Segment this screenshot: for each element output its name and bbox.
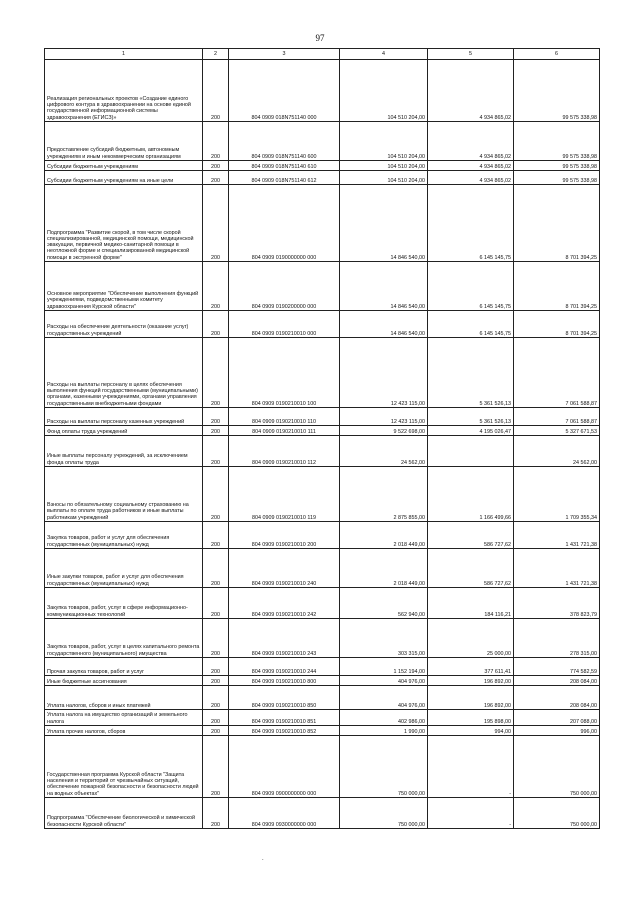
row-line-code: 200: [203, 171, 229, 185]
header-col-1: 1: [45, 49, 203, 60]
row-line-code: 200: [203, 588, 229, 619]
row-line-code: 200: [203, 122, 229, 161]
header-row: [45, 49, 600, 60]
row-name: Расходы на обеспечение деятельности (оказание услуг) государственных учреждений: [45, 311, 203, 338]
row-approved: 12 423 115,00: [340, 338, 428, 408]
row-remaining: 8 701 394,25: [514, 311, 600, 338]
table-row: [45, 736, 600, 798]
table-row: [45, 710, 600, 726]
row-line-code: 200: [203, 311, 229, 338]
table-row: [45, 467, 600, 522]
row-line-code: 200: [203, 658, 229, 676]
table-row: [45, 338, 600, 408]
row-line-code: 200: [203, 185, 229, 262]
row-approved: 24 562,00: [340, 436, 428, 467]
row-approved: 104 510 204,00: [340, 171, 428, 185]
row-budget-code: 804 0909 0190210010 800: [229, 676, 340, 686]
table-row: [45, 60, 600, 122]
row-name: Расходы на выплаты персоналу казенных учреждений: [45, 408, 203, 426]
row-line-code: 200: [203, 161, 229, 171]
row-approved: 14 846 540,00: [340, 185, 428, 262]
table-row: [45, 426, 600, 436]
row-approved: 2 018 449,00: [340, 549, 428, 588]
row-approved: 14 846 540,00: [340, 311, 428, 338]
row-name: Уплата налога на имущество организаций и земельного налога: [45, 710, 203, 726]
row-approved: 404 976,00: [340, 686, 428, 710]
row-name: Субсидии бюджетным учреждениям на иные цели: [45, 171, 203, 185]
row-remaining: 750 000,00: [514, 798, 600, 829]
row-name: Расходы на выплаты персоналу в целях обеспечения выполнения функций государственными (муниципальными) органами, казенными учреждениями, органами управления государственными внебюджетными фондами: [45, 338, 203, 408]
row-approved: 104 510 204,00: [340, 161, 428, 171]
row-line-code: 200: [203, 522, 229, 549]
row-name: Субсидии бюджетным учреждениям: [45, 161, 203, 171]
row-executed: 6 145 145,75: [428, 185, 514, 262]
footer-mark: .: [262, 856, 264, 862]
table-row: [45, 262, 600, 311]
table-row: [45, 658, 600, 676]
header-col-6: 6: [514, 49, 600, 60]
row-name: Реализация региональных проектов «Создание единого цифрового контура в здравоохранении на основе единой государственной информационной системы здравоохранения (ЕГИСЗ)»: [45, 60, 203, 122]
row-budget-code: 804 0909 0190210010 242: [229, 588, 340, 619]
row-budget-code: 804 0909 0190200000 000: [229, 262, 340, 311]
row-approved: 750 000,00: [340, 736, 428, 798]
row-line-code: 200: [203, 549, 229, 588]
header-col-3: 3: [229, 49, 340, 60]
row-executed: -: [428, 798, 514, 829]
row-budget-code: 804 0909 0190210010 240: [229, 549, 340, 588]
row-budget-code: 804 0909 018N751140 610: [229, 161, 340, 171]
table-row: [45, 408, 600, 426]
row-name: Закупка товаров, работ, услуг в целях капитального ремонта государственного (муниципального) имущества: [45, 619, 203, 658]
table-row: [45, 171, 600, 185]
row-executed: 4 934 865,02: [428, 171, 514, 185]
row-name: Закупка товаров, работ, услуг в сфере информационно-коммуникационных технологий: [45, 588, 203, 619]
row-executed: 586 727,62: [428, 522, 514, 549]
page-number: 97: [315, 33, 325, 43]
row-executed: 6 145 145,75: [428, 311, 514, 338]
row-line-code: 200: [203, 710, 229, 726]
row-remaining: 1 709 355,34: [514, 467, 600, 522]
row-approved: 104 510 204,00: [340, 122, 428, 161]
row-name: Фонд оплаты труда учреждений: [45, 426, 203, 436]
row-line-code: 200: [203, 676, 229, 686]
row-approved: 104 510 204,00: [340, 60, 428, 122]
row-budget-code: 804 0909 0190210010 100: [229, 338, 340, 408]
table-row: [45, 726, 600, 736]
row-line-code: 200: [203, 338, 229, 408]
row-budget-code: 804 0909 0190210010 852: [229, 726, 340, 736]
row-executed: 196 892,00: [428, 686, 514, 710]
row-executed: 196 892,00: [428, 676, 514, 686]
row-budget-code: 804 0909 018N751140 612: [229, 171, 340, 185]
row-remaining: 208 084,00: [514, 676, 600, 686]
row-name: Подпрограмма "Обеспечение биологической и химической безопасности Курской области": [45, 798, 203, 829]
row-executed: [428, 436, 514, 467]
row-line-code: 200: [203, 426, 229, 436]
header-col-2: 2: [203, 49, 229, 60]
row-line-code: 200: [203, 262, 229, 311]
row-name: Иные выплаты персоналу учреждений, за исключением фонда оплаты труда: [45, 436, 203, 467]
row-remaining: 996,00: [514, 726, 600, 736]
row-name: Предоставление субсидий бюджетным, автономным учреждениям и иным некоммерческим организациям: [45, 122, 203, 161]
row-line-code: 200: [203, 436, 229, 467]
row-line-code: 200: [203, 408, 229, 426]
budget-table: [44, 48, 600, 829]
header-col-4: 4: [340, 49, 428, 60]
row-approved: 14 846 540,00: [340, 262, 428, 311]
row-budget-code: 804 0909 0190210010 110: [229, 408, 340, 426]
row-executed: -: [428, 736, 514, 798]
table-row: [45, 798, 600, 829]
row-remaining: 208 084,00: [514, 686, 600, 710]
row-executed: 6 145 145,75: [428, 262, 514, 311]
table-body: [45, 60, 600, 829]
row-budget-code: 804 0909 0190210010 243: [229, 619, 340, 658]
row-budget-code: 804 0909 0190210010 851: [229, 710, 340, 726]
row-name: Основное мероприятие "Обеспечение выполнения функций учреждениями, подведомственными комитету здравоохранения Курской области": [45, 262, 203, 311]
row-executed: 586 727,62: [428, 549, 514, 588]
table-row: [45, 619, 600, 658]
row-name: Иные бюджетные ассигнования: [45, 676, 203, 686]
row-approved: 1 152 194,00: [340, 658, 428, 676]
row-remaining: 207 088,00: [514, 710, 600, 726]
row-executed: 4 934 865,02: [428, 60, 514, 122]
table-row: [45, 311, 600, 338]
row-executed: 4 195 026,47: [428, 426, 514, 436]
row-executed: 25 000,00: [428, 619, 514, 658]
row-line-code: 200: [203, 467, 229, 522]
table-row: [45, 436, 600, 467]
row-remaining: 99 575 338,98: [514, 161, 600, 171]
row-remaining: 1 431 721,38: [514, 522, 600, 549]
row-budget-code: 804 0909 018N751140 000: [229, 60, 340, 122]
row-remaining: 24 562,00: [514, 436, 600, 467]
row-remaining: 7 061 588,87: [514, 338, 600, 408]
row-budget-code: 804 0909 0190210010 850: [229, 686, 340, 710]
row-name: Уплата налогов, сборов и иных платежей: [45, 686, 203, 710]
row-executed: 195 898,00: [428, 710, 514, 726]
row-remaining: 5 327 671,53: [514, 426, 600, 436]
row-approved: 9 522 698,00: [340, 426, 428, 436]
row-remaining: 8 701 394,25: [514, 262, 600, 311]
row-remaining: 278 315,00: [514, 619, 600, 658]
row-budget-code: 804 0909 018N751140 600: [229, 122, 340, 161]
row-budget-code: 804 0909 0190210010 111: [229, 426, 340, 436]
row-remaining: 378 823,79: [514, 588, 600, 619]
row-approved: 303 315,00: [340, 619, 428, 658]
table-row: [45, 185, 600, 262]
row-line-code: 200: [203, 736, 229, 798]
row-executed: 994,00: [428, 726, 514, 736]
table-row: [45, 686, 600, 710]
row-budget-code: 804 0909 0930000000 000: [229, 798, 340, 829]
row-remaining: 99 575 338,98: [514, 171, 600, 185]
table-row: [45, 122, 600, 161]
row-remaining: 8 701 394,25: [514, 185, 600, 262]
row-line-code: 200: [203, 60, 229, 122]
row-approved: 12 423 115,00: [340, 408, 428, 426]
row-executed: 184 116,21: [428, 588, 514, 619]
header-col-5: 5: [428, 49, 514, 60]
row-name: Закупка товаров, работ и услуг для обеспечения государственных (муниципальных) нужд: [45, 522, 203, 549]
row-line-code: 200: [203, 726, 229, 736]
row-name: Уплата прочих налогов, сборов: [45, 726, 203, 736]
row-budget-code: 804 0909 0190210010 112: [229, 436, 340, 467]
row-approved: 750 000,00: [340, 798, 428, 829]
table-row: [45, 676, 600, 686]
row-approved: 402 986,00: [340, 710, 428, 726]
row-line-code: 200: [203, 619, 229, 658]
row-approved: 404 976,00: [340, 676, 428, 686]
row-executed: 1 166 499,66: [428, 467, 514, 522]
row-approved: 2 018 449,00: [340, 522, 428, 549]
row-budget-code: 804 0909 0190210010 000: [229, 311, 340, 338]
row-executed: 4 934 865,02: [428, 161, 514, 171]
row-executed: 5 361 526,13: [428, 338, 514, 408]
row-name: Прочая закупка товаров, работ и услуг: [45, 658, 203, 676]
row-budget-code: 804 0909 0190000000 000: [229, 185, 340, 262]
row-budget-code: 804 0909 0190210010 244: [229, 658, 340, 676]
row-approved: 562 940,00: [340, 588, 428, 619]
table-row: [45, 161, 600, 171]
row-approved: 2 875 855,00: [340, 467, 428, 522]
row-name: Взносы по обязательному социальному страхованию на выплаты по оплате труда работников и иные выплаты работникам учреждений: [45, 467, 203, 522]
row-executed: 377 611,41: [428, 658, 514, 676]
row-budget-code: 804 0909 0900000000 000: [229, 736, 340, 798]
table-row: [45, 588, 600, 619]
row-name: Иные закупки товаров, работ и услуг для обеспечения государственных (муниципальных) нужд: [45, 549, 203, 588]
row-budget-code: 804 0909 0190210010 119: [229, 467, 340, 522]
row-name: Подпрограмма "Развитие скорой, в том числе скорой специализированной, медицинской помощи, медицинской эвакуации, первичной медико-санитарной помощи в неотложной форме и специализированной медицинской помощи в экстренной форме": [45, 185, 203, 262]
row-name: Государственная программа Курской области "Защита населения и территорий от чрезвычайных ситуаций, обеспечение пожарной безопасности и безопасности людей на водных объектах": [45, 736, 203, 798]
row-remaining: 774 582,59: [514, 658, 600, 676]
row-executed: 5 361 526,13: [428, 408, 514, 426]
row-approved: 1 990,00: [340, 726, 428, 736]
row-remaining: 99 575 338,98: [514, 122, 600, 161]
row-executed: 4 934 865,02: [428, 122, 514, 161]
row-remaining: 1 431 721,38: [514, 549, 600, 588]
table-row: [45, 549, 600, 588]
row-remaining: 750 000,00: [514, 736, 600, 798]
row-line-code: 200: [203, 798, 229, 829]
table-row: [45, 522, 600, 549]
row-remaining: 7 061 588,87: [514, 408, 600, 426]
row-line-code: 200: [203, 686, 229, 710]
row-budget-code: 804 0909 0190210010 200: [229, 522, 340, 549]
row-remaining: 99 575 338,98: [514, 60, 600, 122]
